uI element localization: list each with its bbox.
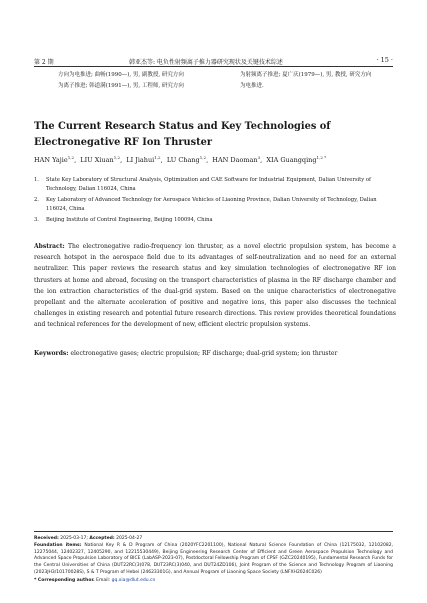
author-name: LI Jiahui	[126, 156, 155, 164]
foundation-note	[34, 543, 393, 577]
footnotes	[34, 531, 393, 585]
abstract-label: Abstract:	[34, 243, 65, 250]
author-affil-marker: 1,2 *	[316, 155, 327, 160]
author-name: LIU Xiuan	[80, 156, 114, 164]
paper-title: The Current Research Status and Key Technologies of Electronegative RF Ion Thruster	[34, 121, 331, 148]
bio-line: 为离子推进; 韩道满(1991—), 男, 工程师, 研究方向	[58, 82, 184, 89]
accepted-label: Accepted:	[89, 536, 115, 541]
accepted-date: 2025-04-27	[116, 536, 143, 541]
author	[34, 156, 74, 164]
author-name: HAN Yajie	[34, 156, 68, 164]
page-number: · 15 ·	[376, 56, 393, 64]
foundation-text: National Key R & D Program of China (2020YFC2201100), National Natural Science Foundation of China (12175032, 12102082, 12275044, 12402327, 12405290, and 12215530449), Beijing Engineering Research Center of Efficient and Green Aerospace Propulsion Technology and Advanced Space Propulsion Laboratory of BICE (LabASP-2023-07), Postdoctoral Fellowship Program of CPSF (GZC20240195), Fundamental Research Funds for the Central Universities of China (DUT22RC(3)078, DUT23RC(3)040, and DUT24ZD106), Joint Program of the Science and Technology Program of Liaoning (2023JH3/10170028S), S & T Program of Hebei (24623301G), and Annual Program of Liaoning Space Society (LNFXH2024C026)	[34, 542, 393, 575]
affiliation-list	[34, 176, 396, 227]
author	[167, 156, 206, 164]
author-affil-marker: 1,2	[154, 155, 161, 160]
author-name: XIA Guangqing	[266, 156, 317, 164]
keywords-label: Keywords:	[34, 350, 69, 357]
received-date: 2025-03-17;	[60, 536, 88, 541]
author	[80, 156, 120, 164]
author-name: HAN Daoman	[212, 156, 258, 164]
affiliation	[34, 216, 396, 225]
bio-line: 为电推进.	[240, 82, 264, 89]
author-list: HAN Yajie$^{1,2}$, LIU Xiuan$^{1,2}$, LI Jiahui$^{1,2}$, LU Chang$^{1,2}$, HAN Daoman$^3$, XIA Guangqing$^{1,2 *}$	[34, 155, 327, 164]
author-affil-marker: 3	[257, 155, 261, 160]
author	[266, 156, 326, 164]
page-header	[34, 57, 393, 67]
foundation-label: Foundation items:	[34, 542, 82, 548]
corresponding-author-note	[34, 578, 393, 585]
author-affil-marker: 1,2	[113, 155, 121, 160]
issue-number: 第 2 期	[34, 59, 54, 66]
affiliation	[34, 196, 396, 214]
author-affil-marker: 1,2	[67, 155, 75, 160]
email-link[interactable]: gq.xia@dlut.edu.cn	[111, 577, 156, 583]
bio-line: 为射频离子推进; 夏广庆(1979—), 男, 教授, 研究方向	[240, 72, 372, 78]
corresponding-label: * Corresponding author.	[34, 577, 95, 583]
affiliation	[34, 176, 396, 194]
author	[126, 156, 160, 164]
affiliation-number: 2.	[34, 197, 39, 203]
author	[212, 156, 260, 164]
bio-line: 方向为电推进; 曲畅(1990—), 男, 副教授, 研究方向	[58, 72, 184, 78]
received-label: Received:	[34, 536, 59, 541]
author-bios-right	[240, 70, 410, 91]
affiliation-text: Key Laboratory of Advanced Technology for Aerospace Vehicles of Liaoning Province, Dalian University of Technology, Dalian 116024, China	[46, 197, 377, 212]
running-title: 韩亚杰等: 电负性射频离子推力器研究现状及关键技术综述	[129, 59, 283, 66]
abstract-text: The electronegative radio-frequency ion thruster, as a novel electric propulsion system, has become a research hotspot in the aerospace field due to its advantages of self-neutralization and no need for an external neutralizer. This paper reviews the research status and key simulation technologies of electronegative RF ion thrusters at home and abroad, focusing on the transport characteristics of plasma in the RF discharge chamber and the ion extraction characteristics of the dual-grid system. Based on the unique characteristics of electronegative propellant and the alternate acceleration of positive and negative ions, this paper also discusses the technical challenges in existing research and potential future research directions. This review provides theoretical foundations and technical references for the development of new, efficient electric propulsion systems.	[34, 243, 396, 329]
abstract	[34, 241, 396, 331]
keywords-text: electronegative gases; electric propulsion; RF discharge; dual-grid system; ion thruster	[70, 350, 338, 357]
author-name: LU Chang	[166, 156, 200, 164]
affiliation-number: 3.	[34, 217, 39, 223]
affiliation-text: State Key Laboratory of Structural Analysis, Optimization and CAE Software for Industrial Equipment, Dalian University of Technology, Dalian 116024, China	[46, 177, 371, 192]
author-bios-left	[58, 70, 228, 91]
affiliation-text: Beijing Institute of Control Engineering, Beijing 100094, China	[46, 217, 213, 223]
email-label: Email:	[96, 577, 111, 583]
keywords	[34, 350, 396, 357]
dates-note	[34, 536, 393, 543]
affiliation-number: 1.	[34, 177, 39, 183]
author-affil-marker: 1,2	[199, 155, 207, 160]
